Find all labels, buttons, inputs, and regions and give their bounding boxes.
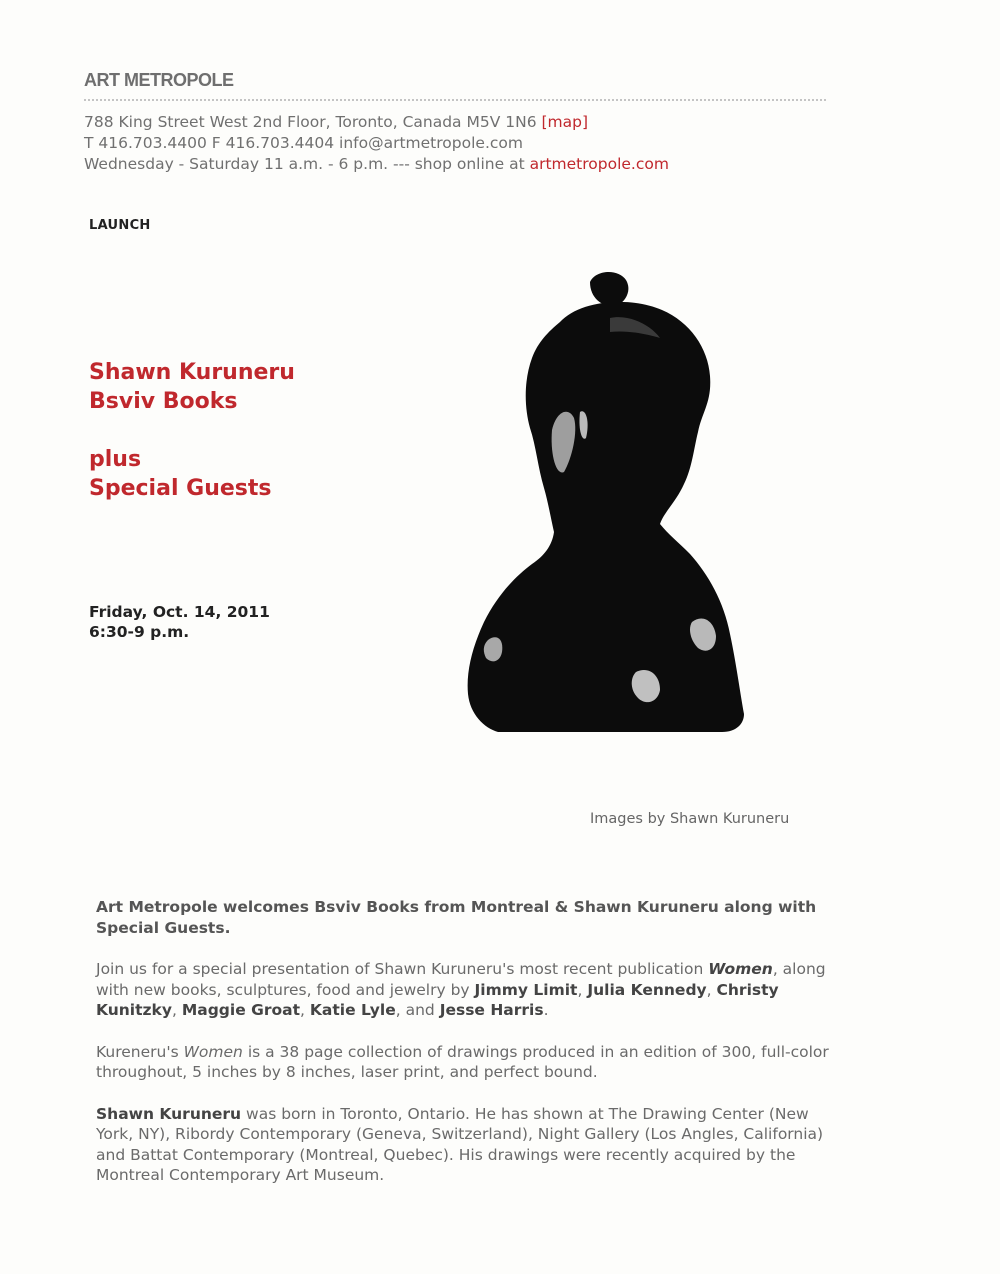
text-run: , along with new books, sculptures, food and jewelry by bbox=[96, 960, 826, 999]
artist-name: Shawn Kuruneru bbox=[96, 1104, 242, 1123]
headline-plus: plus bbox=[89, 447, 142, 472]
bio-paragraph bbox=[96, 1104, 836, 1186]
text-run: , bbox=[300, 1001, 310, 1019]
logo: ART METROPOLE bbox=[84, 70, 234, 90]
text-run: , bbox=[171, 1001, 182, 1019]
event-time: 6:30-9 p.m. bbox=[89, 623, 190, 641]
map-link[interactable]: [map] bbox=[541, 113, 589, 131]
address-line bbox=[84, 112, 669, 133]
text-run: , and bbox=[395, 1001, 440, 1019]
bust-hair-bun bbox=[590, 272, 628, 306]
text-run: Join us for a special presentation of Shawn Kuruneru's most recent publication bbox=[96, 960, 709, 978]
bust-illustration bbox=[440, 262, 770, 740]
lead-paragraph: Art Metropole welcomes Bsviv Books from Montreal & Shawn Kuruneru along with Special Guests. bbox=[96, 898, 817, 937]
text-run: , bbox=[577, 980, 588, 999]
hours-text: Wednesday - Saturday 11 a.m. - 6 p.m. --- shop online at bbox=[84, 155, 530, 173]
guest-name: Christy Kunitzky bbox=[96, 980, 779, 1019]
guest-name: Maggie Groat bbox=[181, 1001, 301, 1019]
image-credit: Images by Shawn Kuruneru bbox=[590, 811, 790, 827]
event-headline bbox=[89, 358, 295, 503]
headline-guests: Special Guests bbox=[89, 476, 272, 501]
headline-artist: Shawn Kuruneru bbox=[89, 360, 295, 385]
headline-publisher: Bsviv Books bbox=[89, 389, 238, 414]
site-link[interactable]: artmetropole.com bbox=[529, 155, 669, 173]
guest-name: Jimmy Limit bbox=[474, 980, 578, 999]
hours-line bbox=[84, 154, 669, 175]
guest-name: Katie Lyle bbox=[309, 1001, 396, 1019]
text-run: . bbox=[543, 1001, 549, 1019]
publication-paragraph bbox=[96, 1042, 836, 1083]
guest-name: Jesse Harris bbox=[439, 1001, 544, 1019]
contact-block bbox=[84, 112, 669, 175]
bust-silhouette bbox=[468, 302, 744, 732]
address-text: 788 King Street West 2nd Floor, Toronto, Canada M5V 1N6 bbox=[84, 113, 542, 131]
text-run: was born in Toronto, Ontario. He has shown at The Drawing Center (New York, NY), Ribordy Contemporary (Geneva, Switzerland), Night Gallery (Los Angles, California) and Battat Contemporary (Montreal, Quebec). His drawings were recently acquired by the Montreal Contemporary Art Museum. bbox=[96, 1104, 824, 1184]
text-run: is a 38 page collection of drawings produced in an edition of 300, full-color throughout, 5 inches by 8 inches, laser print, and perfect bound. bbox=[96, 1042, 829, 1081]
publication-title: Women bbox=[708, 960, 773, 978]
event-date: Friday, Oct. 14, 2011 bbox=[89, 603, 270, 621]
description bbox=[96, 897, 836, 1207]
event-category: LAUNCH bbox=[89, 218, 151, 233]
dotted-divider bbox=[84, 99, 826, 101]
text-run: Kureneru's bbox=[96, 1042, 184, 1061]
publication-title: Women bbox=[183, 1042, 243, 1061]
phone-line: T 416.703.4400 F 416.703.4404 info@artmetropole.com bbox=[84, 134, 523, 152]
event-datetime bbox=[89, 602, 270, 642]
details-paragraph bbox=[96, 959, 836, 1021]
text-run: , bbox=[706, 980, 717, 999]
guest-name: Julia Kennedy bbox=[587, 980, 707, 999]
